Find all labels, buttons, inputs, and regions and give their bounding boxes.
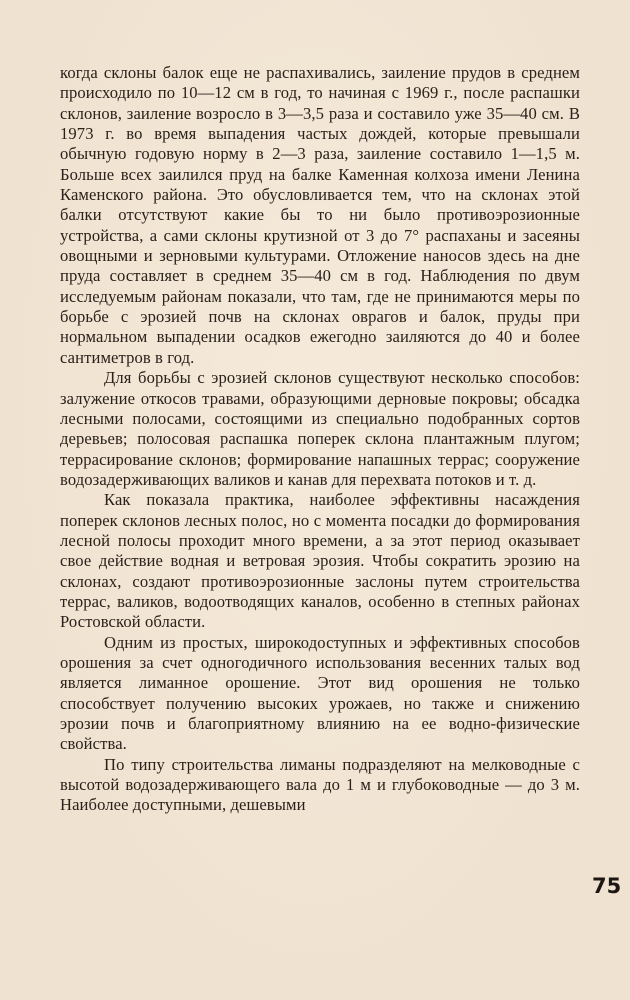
page-number: 75 bbox=[592, 874, 622, 898]
paragraph-5: По типу строительства лиманы подразделяют на мелководные с высотой водозадерживающего вала до 1 м и глубоководные — до 3 м. Наиболее доступными, дешевыми bbox=[60, 754, 580, 815]
paragraph-2: Для борьбы с эрозией склонов существуют несколько способов: залужение откосов травами, образующими дерновые покровы; обсадка лесными полосами, состоящими из специально подобранных сортов деревьев; полосовая распашка поперек склона плантажным плугом; террасирование склонов; формирование напашных террас; сооружение водозадерживающих валиков и канав для перехвата потоков и т. д. bbox=[60, 368, 580, 489]
paragraph-1: когда склоны балок еще не распахивались, заиление прудов в среднем происходило по 10—12 см в год, то начиная с 1969 г., после распашки склонов, заиление возросло в 3—3,5 раза и составило уже 35—40 см. В 1973 г. во время выпадения частых дождей, которые превышали обычную годовую норму в 2—3 раза, заиление составило 1—1,5 м. Больше всех заилился пруд на балке Каменная колхоза имени Ленина Каменского района. Это обусловливается тем, что на склонах этой балки отсутствуют какие бы то ни было противоэрозионные устройства, а сами склоны крутизной от 3 до 7° распаханы и засеяны овощными и зерновыми культурами. Отложение наносов здесь на дне пруда составляет в среднем 35—40 см в год. Наблюдения по двум исследуемым районам показали, что там, где не принимаются меры по борьбе с эрозией почв на склонах оврагов и балок, пруды при нормальном выпадении осадков ежегодно заиляются до 40 и более сантиметров в год. bbox=[60, 63, 580, 367]
paragraph-4: Одним из простых, широкодоступных и эффективных способов орошения за счет одногодичного использования весенних талых вод является лиманное орошение. Этот вид орошения не только способствует получению высоких урожаев, но также и снижению эрозии почв и благоприятному влиянию на ее водно-физические свойства. bbox=[60, 632, 580, 754]
paragraph-3: Как показала практика, наиболее эффективны насаждения поперек склонов лесных полос, но с момента посадки до формирования лесной полосы проходит много времени, а за этот период оказывает свое действие водная и ветровая эрозия. Чтобы сократить эрозию на склонах, создают противоэрозионные заслоны путем строительства террас, валиков, водоотводящих каналов, особенно в степных районах Ростовской области. bbox=[60, 490, 580, 632]
body-text bbox=[60, 63, 580, 816]
